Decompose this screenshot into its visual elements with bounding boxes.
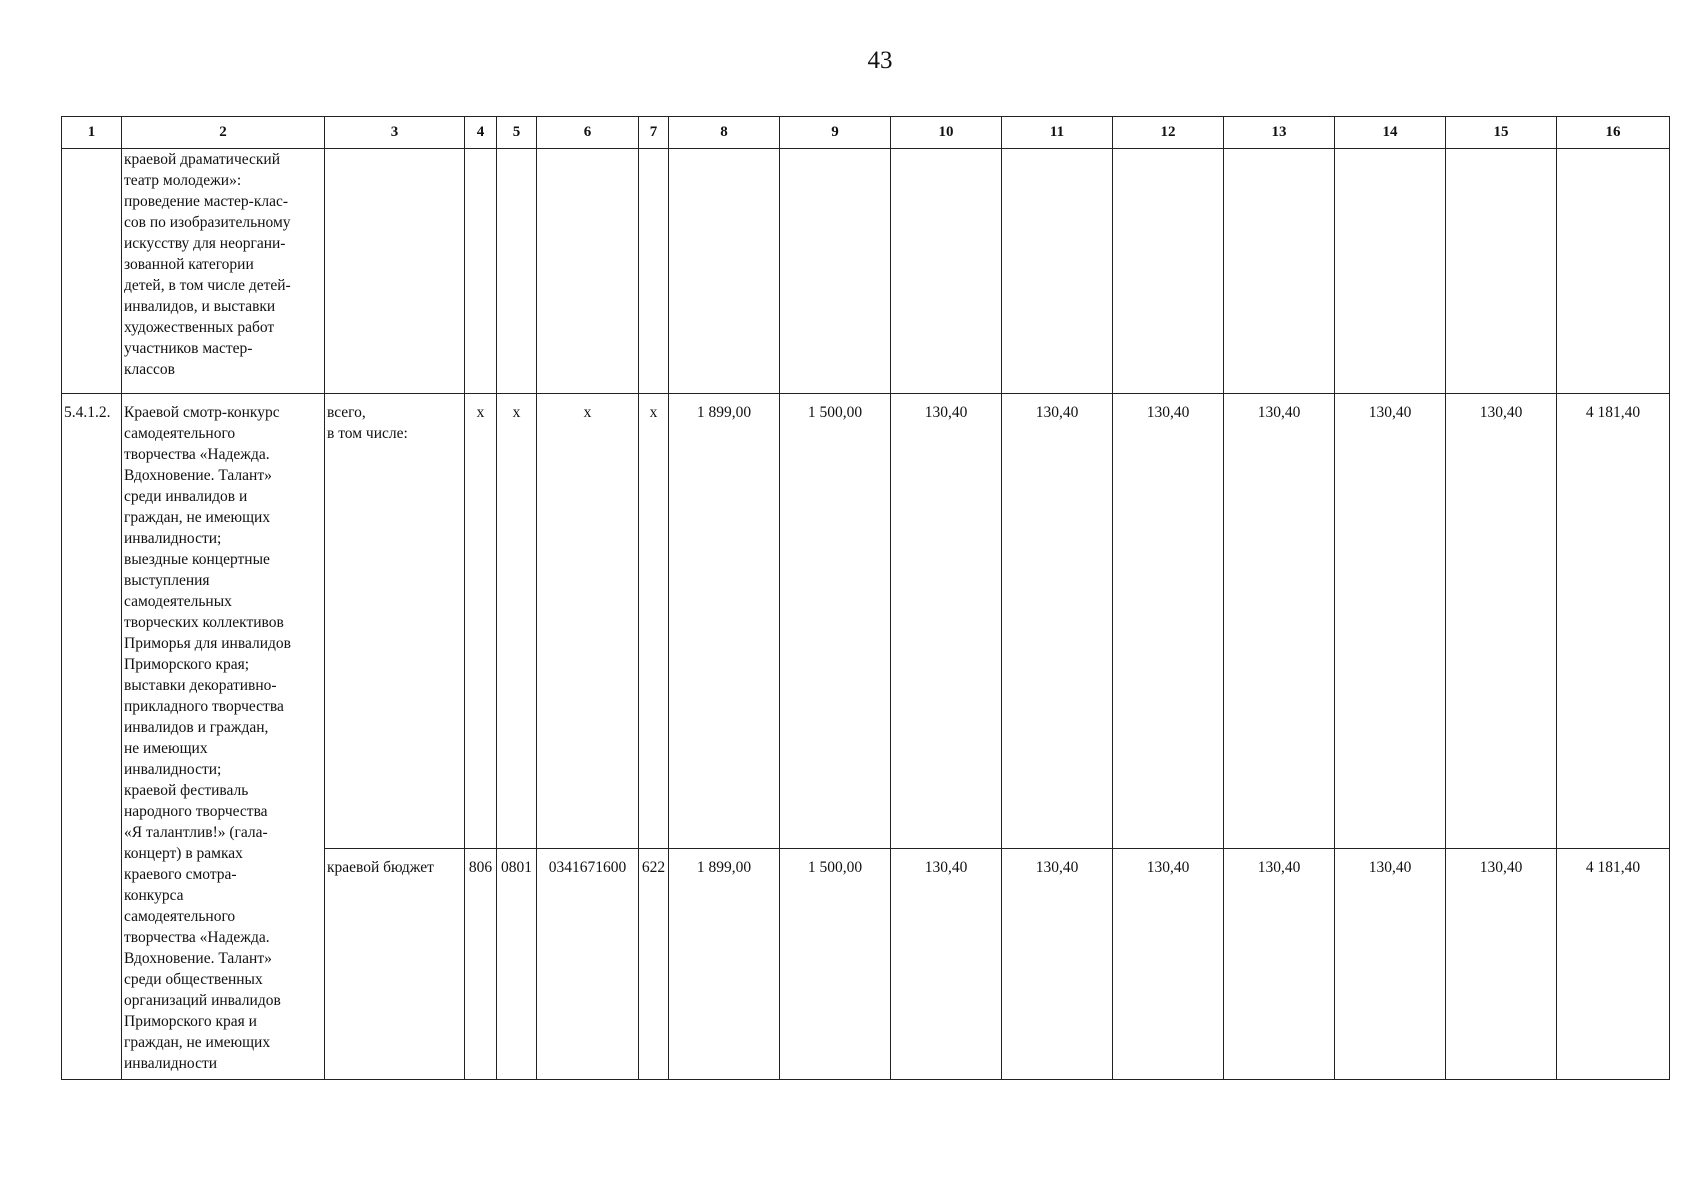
header-cell: 6 xyxy=(537,117,639,149)
table-cell xyxy=(891,149,1002,394)
table-cell: 0341671600 xyxy=(537,849,639,1080)
table-cell: 806 xyxy=(465,849,497,1080)
table-cell xyxy=(62,149,122,394)
header-cell: 2 xyxy=(122,117,325,149)
header-cell: 7 xyxy=(639,117,669,149)
item-number: 5.4.1.2. xyxy=(62,394,122,1080)
amount-cell: 1 899,00 xyxy=(669,394,780,849)
amount-cell: 130,40 xyxy=(1113,394,1224,849)
table-row xyxy=(62,149,1670,394)
header-cell: 14 xyxy=(1335,117,1446,149)
table-cell xyxy=(1224,149,1335,394)
amount-cell: 130,40 xyxy=(1335,849,1446,1080)
amount-cell: 130,40 xyxy=(1002,849,1113,1080)
table-cell xyxy=(465,149,497,394)
header-cell: 4 xyxy=(465,117,497,149)
item-description: Краевой смотр-конкурс самодеятельного творчества «Надежда. Вдохновение. Талант» среди инвалидов и граждан, не имеющих инвалидности; выездные концертные выступления самодеятельных творческих коллективов Приморья для инвалидов Приморского края; выставки декоративно- прикладного творчества инвалидов и граждан, не имеющих инвалидности; краевой фестиваль народного творчества «Я талантлив!» (гала- концерт) в рамках краевого смотра- конкурса самодеятельного творчества «Надежда. Вдохновение. Талант» среди общественных организаций инвалидов Приморского края и граждан, не имеющих инвалидности xyxy=(122,394,325,1080)
table-cell xyxy=(1113,149,1224,394)
table-cell: 0801 xyxy=(497,849,537,1080)
budget-table xyxy=(61,116,1670,1080)
table-cell xyxy=(1446,149,1557,394)
header-cell: 9 xyxy=(780,117,891,149)
header-cell: 12 xyxy=(1113,117,1224,149)
header-cell: 11 xyxy=(1002,117,1113,149)
funding-source: всего, в том числе: xyxy=(325,394,465,849)
total-cell: 4 181,40 xyxy=(1557,849,1670,1080)
total-cell: 4 181,40 xyxy=(1557,394,1670,849)
table-cell xyxy=(537,149,639,394)
amount-cell: 130,40 xyxy=(891,394,1002,849)
table-cell xyxy=(780,149,891,394)
table-cell: x xyxy=(537,394,639,849)
header-row xyxy=(62,117,1670,149)
header-cell: 5 xyxy=(497,117,537,149)
header-cell: 1 xyxy=(62,117,122,149)
header-cell: 16 xyxy=(1557,117,1670,149)
amount-cell: 130,40 xyxy=(1002,394,1113,849)
amount-cell: 130,40 xyxy=(891,849,1002,1080)
table-cell: x xyxy=(465,394,497,849)
amount-cell: 130,40 xyxy=(1224,394,1335,849)
funding-source: краевой бюджет xyxy=(325,849,465,1080)
table-cell: x xyxy=(639,394,669,849)
header-cell: 13 xyxy=(1224,117,1335,149)
header-cell: 8 xyxy=(669,117,780,149)
header-cell: 3 xyxy=(325,117,465,149)
amount-cell: 1 899,00 xyxy=(669,849,780,1080)
table-cell xyxy=(325,149,465,394)
header-cell: 15 xyxy=(1446,117,1557,149)
table-cell: 622 xyxy=(639,849,669,1080)
amount-cell: 1 500,00 xyxy=(780,849,891,1080)
table-cell xyxy=(639,149,669,394)
amount-cell: 130,40 xyxy=(1446,849,1557,1080)
amount-cell: 1 500,00 xyxy=(780,394,891,849)
table-cell xyxy=(1335,149,1446,394)
table-cell xyxy=(1557,149,1670,394)
page-number: 43 xyxy=(867,47,893,74)
table-cell xyxy=(1002,149,1113,394)
table-cell xyxy=(497,149,537,394)
amount-cell: 130,40 xyxy=(1224,849,1335,1080)
amount-cell: 130,40 xyxy=(1335,394,1446,849)
table-cell xyxy=(669,149,780,394)
header-cell: 10 xyxy=(891,117,1002,149)
table-row xyxy=(62,394,1670,849)
description-cell: краевой драматический театр молодежи»: проведение мастер-клас- сов по изобразительному искусству для неоргани- зованной категории детей, в том числе детей- инвалидов, и выставки художественных работ участников мастер- классов xyxy=(122,149,325,394)
table-cell: x xyxy=(497,394,537,849)
amount-cell: 130,40 xyxy=(1113,849,1224,1080)
amount-cell: 130,40 xyxy=(1446,394,1557,849)
